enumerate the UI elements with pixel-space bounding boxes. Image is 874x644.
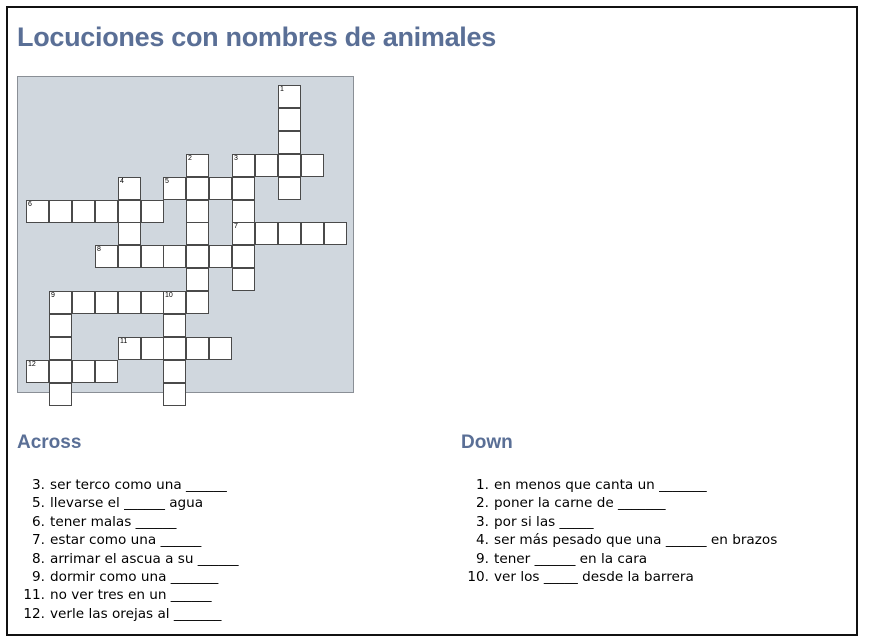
crossword-cell[interactable] <box>209 245 232 268</box>
cell-number: 6 <box>28 201 32 208</box>
across-heading: Across <box>17 432 82 453</box>
crossword-cell[interactable] <box>118 222 141 245</box>
crossword-cell[interactable] <box>95 245 118 268</box>
clue-number: 7. <box>32 532 45 549</box>
crossword-cell[interactable] <box>95 360 118 383</box>
crossword-cell[interactable] <box>278 177 301 200</box>
clue-text: en menos que canta un _______ <box>494 477 707 493</box>
crossword-cell[interactable] <box>278 222 301 245</box>
crossword-cell[interactable] <box>255 154 278 177</box>
clue-number: 1. <box>476 477 489 493</box>
clue-number: 3. <box>32 477 45 493</box>
crossword-cell[interactable] <box>232 245 255 268</box>
crossword-cell[interactable] <box>301 222 324 245</box>
crossword-cell[interactable] <box>118 291 141 314</box>
crossword-cell[interactable] <box>186 222 209 245</box>
crossword-cell[interactable] <box>301 154 324 177</box>
cell-number: 1 <box>280 86 284 93</box>
crossword-cell[interactable] <box>209 337 232 360</box>
down-clue <box>461 531 777 549</box>
crossword-cell[interactable] <box>26 200 49 223</box>
crossword-cell[interactable] <box>72 360 95 383</box>
crossword-grid <box>17 76 354 393</box>
crossword-cell[interactable] <box>163 337 186 360</box>
crossword-cell[interactable] <box>163 314 186 337</box>
crossword-cell[interactable] <box>95 200 118 223</box>
crossword-cell[interactable] <box>186 177 209 200</box>
clue-text: ser terco como una ______ <box>50 477 227 493</box>
clue-number: 5. <box>32 495 45 512</box>
crossword-cell[interactable] <box>95 291 118 314</box>
down-clue <box>461 476 777 494</box>
crossword-cell[interactable] <box>278 131 301 154</box>
crossword-cell[interactable] <box>118 200 141 223</box>
clue-text: verle las orejas al _______ <box>50 605 222 622</box>
clue-text: llevarse el ______ agua <box>50 495 204 512</box>
crossword-cell[interactable] <box>72 200 95 223</box>
crossword-cell[interactable] <box>278 85 301 108</box>
crossword-cell[interactable] <box>186 200 209 223</box>
across-clue <box>17 494 239 512</box>
crossword-cell[interactable] <box>186 291 209 314</box>
crossword-cell[interactable] <box>141 245 164 268</box>
crossword-cell[interactable] <box>232 222 255 245</box>
cell-number: 10 <box>165 292 173 299</box>
crossword-cell[interactable] <box>49 291 72 314</box>
clue-text: arrimar el ascua a su ______ <box>50 550 239 567</box>
clue-number: 6. <box>32 513 45 530</box>
crossword-cell[interactable] <box>163 177 186 200</box>
cell-number: 2 <box>188 155 192 162</box>
crossword-cell[interactable] <box>141 200 164 223</box>
across-clue <box>17 476 239 494</box>
clue-number: 4. <box>476 532 489 549</box>
down-clue-list <box>461 476 777 586</box>
clue-number: 2. <box>476 495 489 512</box>
crossword-cell[interactable] <box>118 337 141 360</box>
across-clue <box>17 605 239 623</box>
down-clue <box>461 494 777 512</box>
crossword-cell[interactable] <box>186 337 209 360</box>
cell-number: 3 <box>234 155 238 162</box>
down-clue <box>461 568 777 586</box>
clue-text: por si las _____ <box>494 513 594 530</box>
crossword-cell[interactable] <box>324 222 347 245</box>
crossword-cell[interactable] <box>278 108 301 131</box>
cell-number: 11 <box>120 338 128 345</box>
clue-text: ser más pesado que una ______ en brazos <box>494 532 778 549</box>
across-clue <box>17 568 239 586</box>
clue-number: 8. <box>32 550 45 567</box>
crossword-cell[interactable] <box>209 177 232 200</box>
cell-number: 9 <box>51 292 55 299</box>
clue-text: tener malas ______ <box>50 513 177 530</box>
crossword-cell[interactable] <box>49 337 72 360</box>
clue-text: estar como una ______ <box>50 532 202 549</box>
clue-number: 12. <box>23 605 45 622</box>
clue-number: 3. <box>476 513 489 530</box>
clue-text: no ver tres en un ______ <box>50 587 212 604</box>
crossword-cell[interactable] <box>72 291 95 314</box>
crossword-cell[interactable] <box>232 154 255 177</box>
crossword-cell[interactable] <box>255 222 278 245</box>
crossword-cell[interactable] <box>232 200 255 223</box>
clue-number: 11. <box>23 587 45 604</box>
crossword-cell[interactable] <box>278 154 301 177</box>
crossword-cell[interactable] <box>186 245 209 268</box>
clue-number: 9. <box>476 550 489 567</box>
crossword-cell[interactable] <box>163 360 186 383</box>
down-clue <box>461 513 777 531</box>
crossword-cell[interactable] <box>141 337 164 360</box>
crossword-cell[interactable] <box>232 177 255 200</box>
clue-text: dormir como una _______ <box>50 569 219 586</box>
crossword-cell[interactable] <box>141 291 164 314</box>
crossword-cell[interactable] <box>118 177 141 200</box>
crossword-cell[interactable] <box>49 200 72 223</box>
crossword-cell[interactable] <box>186 268 209 291</box>
clue-text: ver los _____ desde la barrera <box>494 569 694 586</box>
crossword-cell[interactable] <box>49 383 72 406</box>
cell-number: 7 <box>234 223 238 230</box>
crossword-cell[interactable] <box>26 360 49 383</box>
clue-number: 10. <box>467 569 489 586</box>
across-clue <box>17 586 239 604</box>
page-title: Locuciones con nombres de animales <box>17 22 496 52</box>
down-clue <box>461 550 777 568</box>
crossword-cell[interactable] <box>186 154 209 177</box>
across-clue <box>17 513 239 531</box>
cell-number: 5 <box>165 178 169 185</box>
crossword-cell[interactable] <box>49 360 72 383</box>
crossword-cell[interactable] <box>163 245 186 268</box>
crossword-cell[interactable] <box>163 291 186 314</box>
across-clue <box>17 531 239 549</box>
crossword-cell[interactable] <box>232 268 255 291</box>
cell-number: 8 <box>97 246 101 253</box>
across-clue <box>17 550 239 568</box>
clue-text: poner la carne de _______ <box>494 495 666 512</box>
crossword-cell[interactable] <box>49 314 72 337</box>
crossword-cell[interactable] <box>118 245 141 268</box>
cell-number: 12 <box>28 361 36 368</box>
crossword-cell[interactable] <box>163 383 186 406</box>
cell-number: 4 <box>120 178 124 185</box>
across-clue-list <box>17 476 239 623</box>
clue-number: 9. <box>32 569 45 586</box>
clue-text: tener ______ en la cara <box>494 550 648 567</box>
down-heading: Down <box>461 432 513 453</box>
